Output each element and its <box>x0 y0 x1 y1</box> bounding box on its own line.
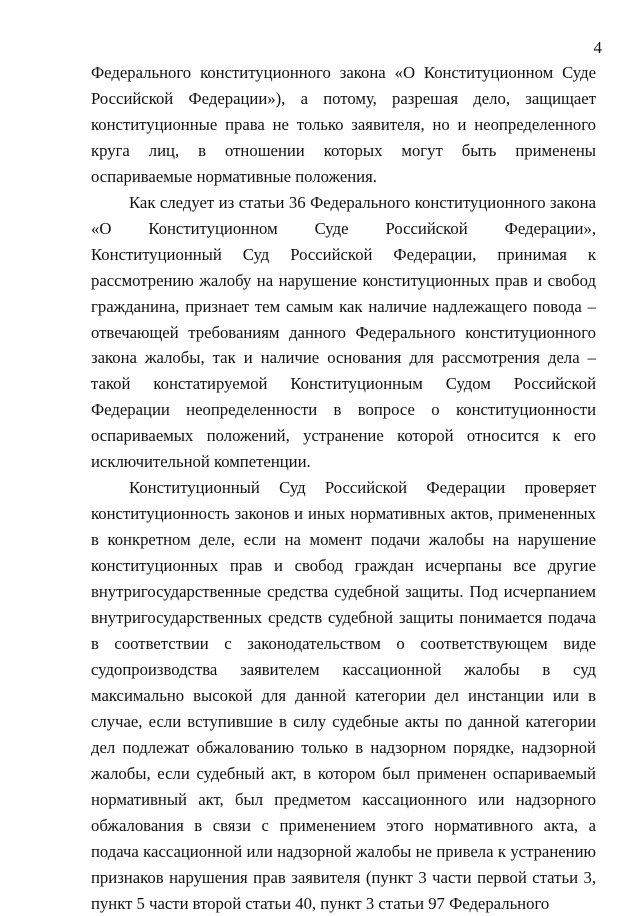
document-body <box>91 60 596 916</box>
paragraph-continuation: Федерального конституционного закона «О Конституционном Суде Российской Федерации»), а потому, разрешая дело, защищает конституционные права не только заявителя, но и неопределенного круга лиц, в отношении которых могут быть применены оспариваемые нормативные положения. <box>91 63 596 186</box>
page-number: 4 <box>593 38 602 57</box>
paragraph-article-36: Как следует из статьи 36 Федерального конституционного закона «О Конституционном Суде Российской Федерации», Конституционный Суд Российской Федерации, принимая к рассмотрению жалобу на нарушение конституционных прав и свобод гражданина, признает тем самым как наличие надлежащего повода – отвечающей требованиям данного Федерального конституционного закона жалобы, так и наличие основания для рассмотрения дела – такой констатируемой Конституционным Судом Российской Федерации неопределенности в вопросе о конституционности оспариваемых положений, устранение которой относится к его исключительной компетенции. <box>91 192 596 472</box>
paragraph-constitutionality-check: Конституционный Суд Российской Федерации проверяет конституционность законов и иных нормативных актов, примененных в конкретном деле, если на момент подачи жалобы на нарушение конституционных прав и свобод граждан исчерпаны все другие внутригосударственные средства судебной защиты. Под исчерпанием внутригосударственных средств судебной защиты понимается подача в соответствии с законодательством о соответствующем виде судопроизводства заявителем кассационной жалобы в суд максимально высокой для данной категории дел инстанции или в случае, если вступившие в силу судебные акты по данной категории дел подлежат обжалованию только в надзорном порядке, надзорной жалобы, если судебный акт, в котором был применен оспариваемый нормативный акт, был предметом кассационного или надзорного обжалования в связи с применением этого нормативного акта, а подача кассационной или надзорной жалобы не привела к устранению признаков нарушения прав заявителя (пункт 3 части первой статьи 3, пункт 5 части второй статьи 40, пункт 3 статьи 97 Федерального <box>91 478 596 913</box>
